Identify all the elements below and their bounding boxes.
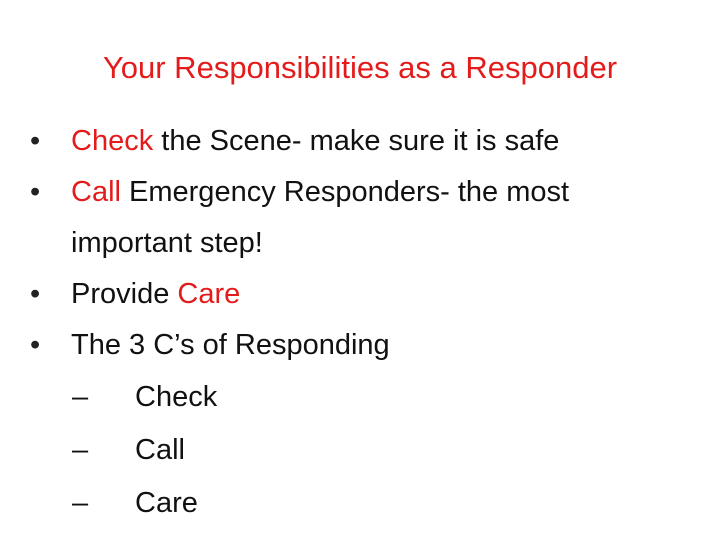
bullet-continuation bbox=[30, 218, 690, 269]
sub-bullet-call bbox=[72, 424, 690, 477]
sub-bullet-text: Call bbox=[135, 434, 185, 466]
sub-bullet-care bbox=[72, 477, 690, 530]
bullet-item-care bbox=[30, 269, 690, 320]
bullet-list bbox=[30, 116, 690, 530]
dash-marker: – bbox=[72, 381, 89, 413]
dash-marker: – bbox=[72, 434, 89, 466]
bullet-keyword: Care bbox=[177, 278, 241, 310]
bullet-marker: • bbox=[30, 176, 41, 208]
bullet-marker: • bbox=[30, 329, 41, 361]
bullet-keyword: Check bbox=[71, 125, 154, 157]
bullet-text: important step! bbox=[71, 227, 263, 259]
bullet-keyword: Call bbox=[71, 176, 121, 208]
bullet-item-call bbox=[30, 167, 690, 218]
bullet-item-three-cs bbox=[30, 320, 690, 371]
bullet-text: The 3 C’s of Responding bbox=[71, 329, 390, 361]
sub-bullet-text: Care bbox=[135, 487, 198, 519]
bullet-marker: • bbox=[30, 278, 41, 310]
bullet-text: Emergency Responders- the most bbox=[120, 176, 570, 208]
dash-marker: – bbox=[72, 487, 89, 519]
sub-bullet-text: Check bbox=[135, 381, 218, 413]
bullet-marker: • bbox=[30, 125, 41, 157]
slide-title: Your Responsibilities as a Responder bbox=[102, 50, 618, 85]
bullet-text: the Scene- make sure it is safe bbox=[153, 125, 560, 157]
sub-bullet-check bbox=[72, 371, 690, 424]
bullet-item-check bbox=[30, 116, 690, 167]
bullet-text: Provide bbox=[71, 278, 178, 310]
